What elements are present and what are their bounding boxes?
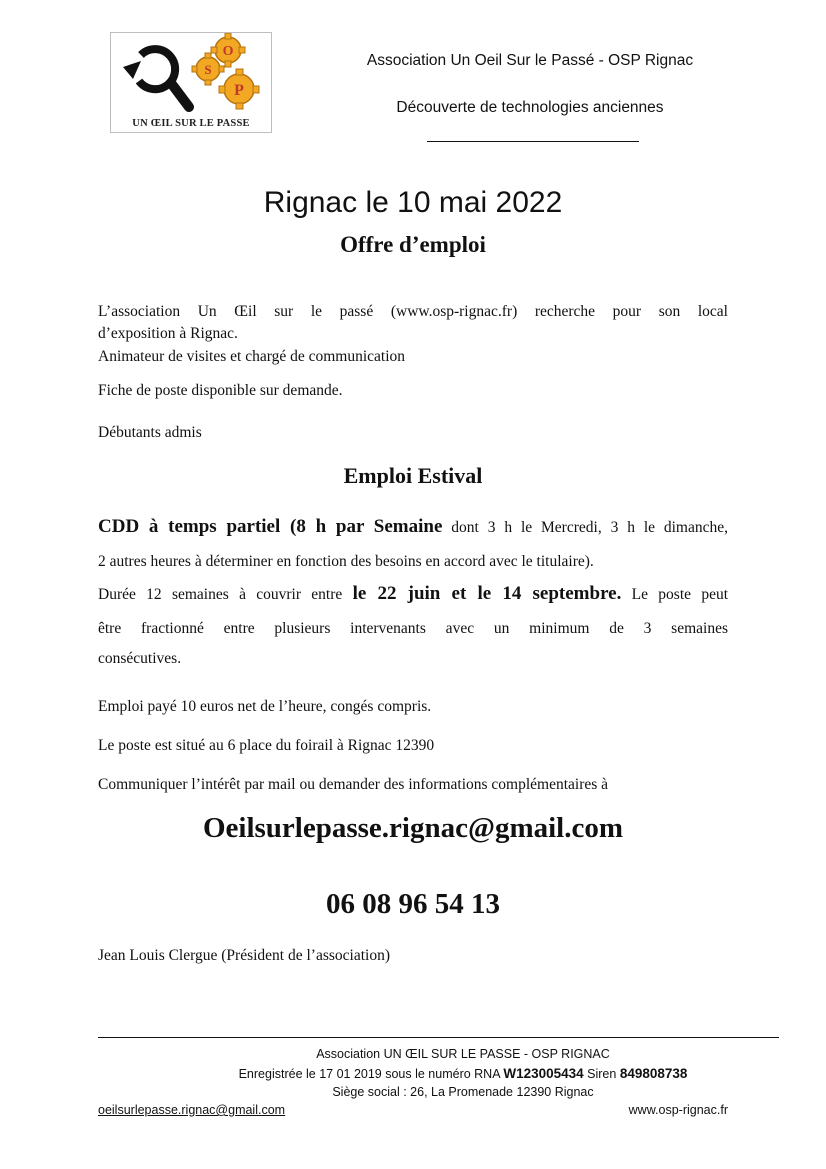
- logo-letter-o: O: [222, 44, 234, 59]
- contact-intro: Communiquer l’intérêt par mail ou demander des informations complémentaires à: [98, 776, 609, 793]
- duree-dates: le 22 juin et le 14 septembre.: [352, 583, 622, 604]
- logo: [110, 32, 272, 133]
- offer-title: Offre d’emploi: [340, 232, 486, 257]
- magnifier-gears-icon: [111, 33, 271, 117]
- cdd-line-2: 2 autres heures à déterminer en fonction des besoins en accord avec le titulaire).: [98, 553, 594, 570]
- fiche-de-poste: Fiche de poste disponible sur demande.: [98, 382, 343, 399]
- footer-line-1: Association UN ŒIL SUR LE PASSE - OSP RIGNAC: [316, 1047, 610, 1061]
- duree-part-2: Le poste peut: [621, 586, 728, 603]
- section-title: Emploi Estival: [343, 463, 483, 488]
- intro-line-2: d’exposition à Rignac.: [98, 325, 238, 342]
- footer-line-3: Siège social : 26, La Promenade 12390 Rignac: [332, 1085, 594, 1099]
- logo-letter-s: S: [204, 62, 212, 77]
- pay-info: Emploi payé 10 euros net de l’heure, congés compris.: [98, 698, 432, 715]
- footer-rna: W123005434: [503, 1066, 584, 1081]
- duree-line-3: consécutives.: [98, 650, 182, 667]
- debutants-admis: Débutants admis: [98, 424, 202, 441]
- gear-icon: [219, 69, 259, 109]
- location-info: Le poste est situé au 6 place du foirail à Rignac 12390: [98, 737, 435, 754]
- contact-phone[interactable]: 06 08 96 54 13: [326, 888, 500, 920]
- logo-caption: UN ŒIL SUR LE PASSE: [132, 118, 250, 129]
- date-line: Rignac le 10 mai 2022: [263, 186, 563, 219]
- cdd-rest: dont 3 h le Mercredi, 3 h le dimanche,: [442, 519, 729, 536]
- duree-line-2: être fractionné entre plusieurs intervenants avec un minimum de 3 semaines: [98, 620, 728, 637]
- intro-line-3: Animateur de visites et chargé de communication: [98, 348, 406, 365]
- header-subtitle: Découverte de technologies anciennes: [396, 99, 664, 116]
- header-org-line: Association Un Oeil Sur le Passé - OSP Rignac: [366, 52, 694, 69]
- footer-line-2: [150, 1066, 776, 1081]
- footer-siren: 849808738: [619, 1066, 688, 1081]
- footer-email-link[interactable]: oeilsurlepasse.rignac@gmail.com: [98, 1103, 286, 1117]
- footer-website-link[interactable]: www.osp-rignac.fr: [628, 1103, 728, 1117]
- magnifier-icon: [123, 49, 189, 107]
- cdd-bold: CDD à temps partiel (8 h par Semaine: [98, 516, 443, 537]
- footer-rule: [98, 1037, 779, 1038]
- footer-registration: Enregistrée le 17 01 2019 sous le numéro RNA: [238, 1067, 504, 1081]
- header-rule: [427, 141, 639, 142]
- signature: Jean Louis Clergue (Président de l’association): [98, 947, 390, 964]
- intro-line-1: L’association Un Œil sur le passé (www.osp-rignac.fr) recherche pour son local: [98, 303, 728, 320]
- contact-email[interactable]: Oeilsurlepasse.rignac@gmail.com: [202, 812, 624, 844]
- footer-siren-label: Siren: [583, 1067, 620, 1081]
- duree-part-1: Durée 12 semaines à couvrir entre: [98, 586, 353, 603]
- cdd-line-1: [98, 516, 728, 539]
- logo-letter-p: P: [234, 82, 244, 99]
- duree-line-1: [98, 583, 728, 606]
